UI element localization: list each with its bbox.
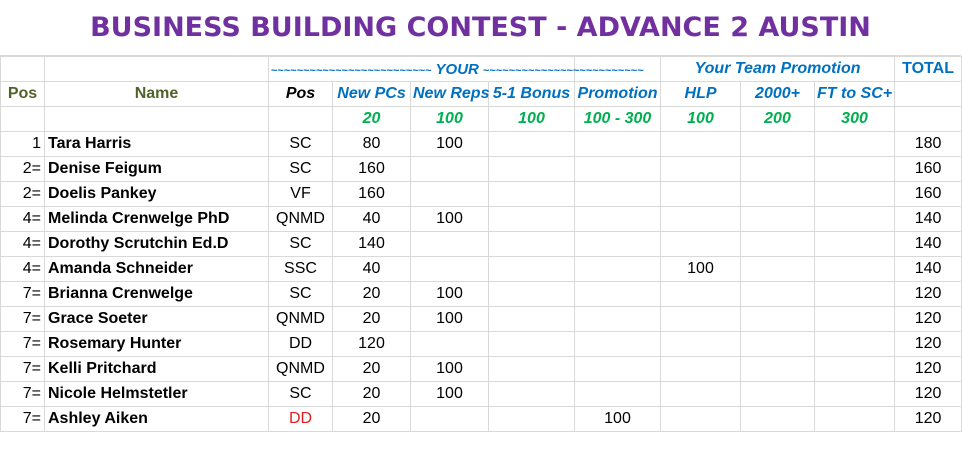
promotion-cell <box>575 232 661 257</box>
hlp-cell <box>661 307 741 332</box>
bonus-cell <box>489 182 575 207</box>
two-thousand-cell <box>741 207 815 232</box>
new-pcs-cell: 160 <box>333 182 411 207</box>
hlp-cell <box>661 182 741 207</box>
two-thousand-cell <box>741 357 815 382</box>
name-header: Name <box>45 82 269 107</box>
hlp-cell: 100 <box>661 257 741 282</box>
bonus-cell <box>489 132 575 157</box>
rank-cell: 7= <box>1 332 45 357</box>
total-cell: 120 <box>895 357 962 382</box>
ft-to-sc-cell <box>815 207 895 232</box>
rank-cell: 7= <box>1 382 45 407</box>
title-cell: DD <box>269 407 333 432</box>
new-pcs-points: 20 <box>333 107 411 132</box>
title-header: Pos <box>269 82 333 107</box>
name-cell: Nicole Helmstetler <box>45 382 269 407</box>
total-cell: 120 <box>895 382 962 407</box>
table-row <box>1 382 962 407</box>
rank-cell: 7= <box>1 307 45 332</box>
promotion-points: 100 - 300 <box>575 107 661 132</box>
hlp-points: 100 <box>661 107 741 132</box>
ft-to-sc-header: FT to SC+ <box>815 82 895 107</box>
two-thousand-cell <box>741 407 815 432</box>
bonus-points: 100 <box>489 107 575 132</box>
table-row <box>1 157 962 182</box>
two-thousand-cell <box>741 257 815 282</box>
title-cell: SSC <box>269 257 333 282</box>
new-reps-points: 100 <box>411 107 489 132</box>
new-reps-cell <box>411 182 489 207</box>
table-row <box>1 332 962 357</box>
name-cell: Dorothy Scrutchin Ed.D <box>45 232 269 257</box>
total-cell: 120 <box>895 307 962 332</box>
total-cell: 120 <box>895 332 962 357</box>
hlp-cell <box>661 382 741 407</box>
table-row <box>1 307 962 332</box>
new-pcs-cell: 120 <box>333 332 411 357</box>
rank-cell: 4= <box>1 232 45 257</box>
total-cell: 160 <box>895 157 962 182</box>
promotion-cell <box>575 207 661 232</box>
two-thousand-cell <box>741 332 815 357</box>
new-pcs-cell: 140 <box>333 232 411 257</box>
hlp-cell <box>661 407 741 432</box>
title-cell: SC <box>269 157 333 182</box>
bonus-cell <box>489 282 575 307</box>
two-thousand-cell <box>741 182 815 207</box>
title-cell: SC <box>269 132 333 157</box>
new-reps-cell <box>411 157 489 182</box>
new-reps-cell: 100 <box>411 357 489 382</box>
promotion-cell <box>575 332 661 357</box>
team-promotion-header: Your Team Promotion <box>661 57 895 82</box>
two-thousand-cell <box>741 382 815 407</box>
title-cell: SC <box>269 282 333 307</box>
bonus-cell <box>489 357 575 382</box>
ft-to-sc-cell <box>815 132 895 157</box>
bonus-cell <box>489 157 575 182</box>
hlp-cell <box>661 332 741 357</box>
ft-to-sc-cell <box>815 282 895 307</box>
two-thousand-cell <box>741 232 815 257</box>
hlp-header: HLP <box>661 82 741 107</box>
bonus-cell <box>489 257 575 282</box>
ft-to-sc-points: 300 <box>815 107 895 132</box>
title-cell: DD <box>269 332 333 357</box>
new-reps-cell <box>411 232 489 257</box>
rank-cell: 7= <box>1 282 45 307</box>
empty-cell <box>269 107 333 132</box>
empty-cell <box>1 107 45 132</box>
empty-cell <box>895 82 962 107</box>
promotion-header: Promotion <box>575 82 661 107</box>
ft-to-sc-cell <box>815 182 895 207</box>
bonus-cell <box>489 207 575 232</box>
title-cell: VF <box>269 182 333 207</box>
two-thousand-cell <box>741 282 815 307</box>
promotion-cell <box>575 307 661 332</box>
new-pcs-cell: 20 <box>333 282 411 307</box>
total-cell: 140 <box>895 207 962 232</box>
new-reps-cell: 100 <box>411 132 489 157</box>
bonus-cell <box>489 407 575 432</box>
two-thousand-cell <box>741 307 815 332</box>
rank-cell: 7= <box>1 407 45 432</box>
header-row-group <box>1 57 962 82</box>
bonus-cell <box>489 307 575 332</box>
new-pcs-cell: 20 <box>333 382 411 407</box>
name-cell: Kelli Pritchard <box>45 357 269 382</box>
new-reps-cell: 100 <box>411 207 489 232</box>
new-pcs-cell: 20 <box>333 407 411 432</box>
promotion-cell <box>575 182 661 207</box>
bonus-cell <box>489 332 575 357</box>
title-cell: QNMD <box>269 307 333 332</box>
promotion-cell <box>575 257 661 282</box>
bonus-header: 5-1 Bonus <box>489 82 575 107</box>
title-cell: QNMD <box>269 207 333 232</box>
name-cell: Denise Feigum <box>45 157 269 182</box>
name-cell: Grace Soeter <box>45 307 269 332</box>
ft-to-sc-cell <box>815 257 895 282</box>
new-pcs-cell: 80 <box>333 132 411 157</box>
new-reps-cell: 100 <box>411 307 489 332</box>
new-pcs-cell: 160 <box>333 157 411 182</box>
header-row-columns <box>1 82 962 107</box>
total-header: TOTAL <box>895 57 962 82</box>
title-cell: SC <box>269 232 333 257</box>
table-row <box>1 407 962 432</box>
ft-to-sc-cell <box>815 157 895 182</box>
new-pcs-cell: 20 <box>333 357 411 382</box>
page-title: BUSINESS BUILDING CONTEST - ADVANCE 2 AUSTIN <box>0 0 961 56</box>
hlp-cell <box>661 282 741 307</box>
total-cell: 120 <box>895 407 962 432</box>
total-cell: 180 <box>895 132 962 157</box>
hlp-cell <box>661 232 741 257</box>
total-cell: 160 <box>895 182 962 207</box>
two-thousand-header: 2000+ <box>741 82 815 107</box>
new-pcs-header: New PCs <box>333 82 411 107</box>
empty-cell <box>45 57 269 82</box>
table-row <box>1 282 962 307</box>
hlp-cell <box>661 132 741 157</box>
ft-to-sc-cell <box>815 382 895 407</box>
hlp-cell <box>661 157 741 182</box>
rank-cell: 4= <box>1 207 45 232</box>
ft-to-sc-cell <box>815 332 895 357</box>
promotion-cell <box>575 282 661 307</box>
empty-cell <box>895 107 962 132</box>
name-cell: Rosemary Hunter <box>45 332 269 357</box>
rank-cell: 2= <box>1 157 45 182</box>
hlp-cell <box>661 207 741 232</box>
name-cell: Amanda Schneider <box>45 257 269 282</box>
title-cell: SC <box>269 382 333 407</box>
ft-to-sc-cell <box>815 307 895 332</box>
new-reps-cell: 100 <box>411 382 489 407</box>
bonus-cell <box>489 232 575 257</box>
bonus-cell <box>489 382 575 407</box>
name-cell: Doelis Pankey <box>45 182 269 207</box>
new-reps-cell: 100 <box>411 282 489 307</box>
two-thousand-points: 200 <box>741 107 815 132</box>
contest-table <box>0 56 962 432</box>
empty-cell <box>45 107 269 132</box>
name-cell: Ashley Aiken <box>45 407 269 432</box>
name-cell: Melinda Crenwelge PhD <box>45 207 269 232</box>
promotion-cell: 100 <box>575 407 661 432</box>
rank-header: Pos <box>1 82 45 107</box>
promotion-cell <box>575 132 661 157</box>
new-pcs-cell: 40 <box>333 257 411 282</box>
table-row <box>1 357 962 382</box>
table-row <box>1 182 962 207</box>
ft-to-sc-cell <box>815 407 895 432</box>
name-cell: Tara Harris <box>45 132 269 157</box>
ft-to-sc-cell <box>815 357 895 382</box>
promotion-cell <box>575 157 661 182</box>
two-thousand-cell <box>741 132 815 157</box>
promotion-cell <box>575 357 661 382</box>
two-thousand-cell <box>741 157 815 182</box>
empty-cell <box>1 57 45 82</box>
ft-to-sc-cell <box>815 232 895 257</box>
rank-cell: 4= <box>1 257 45 282</box>
total-cell: 140 <box>895 232 962 257</box>
rank-cell: 2= <box>1 182 45 207</box>
new-reps-header: New Reps <box>411 82 489 107</box>
rank-cell: 1 <box>1 132 45 157</box>
hlp-cell <box>661 357 741 382</box>
your-group-header: ~~~~~~~~~~~~~~~~~~~~~~~~~ YOUR ~~~~~~~~~~~~~~~~~~~~~~~~~ <box>269 57 575 82</box>
name-cell: Brianna Crenwelge <box>45 282 269 307</box>
new-pcs-cell: 20 <box>333 307 411 332</box>
title-cell: QNMD <box>269 357 333 382</box>
new-pcs-cell: 40 <box>333 207 411 232</box>
new-reps-cell <box>411 332 489 357</box>
table-row <box>1 207 962 232</box>
table-row <box>1 257 962 282</box>
total-cell: 140 <box>895 257 962 282</box>
new-reps-cell <box>411 407 489 432</box>
table-row <box>1 232 962 257</box>
rank-cell: 7= <box>1 357 45 382</box>
points-row <box>1 107 962 132</box>
promotion-cell <box>575 382 661 407</box>
total-cell: 120 <box>895 282 962 307</box>
table-row <box>1 132 962 157</box>
new-reps-cell <box>411 257 489 282</box>
